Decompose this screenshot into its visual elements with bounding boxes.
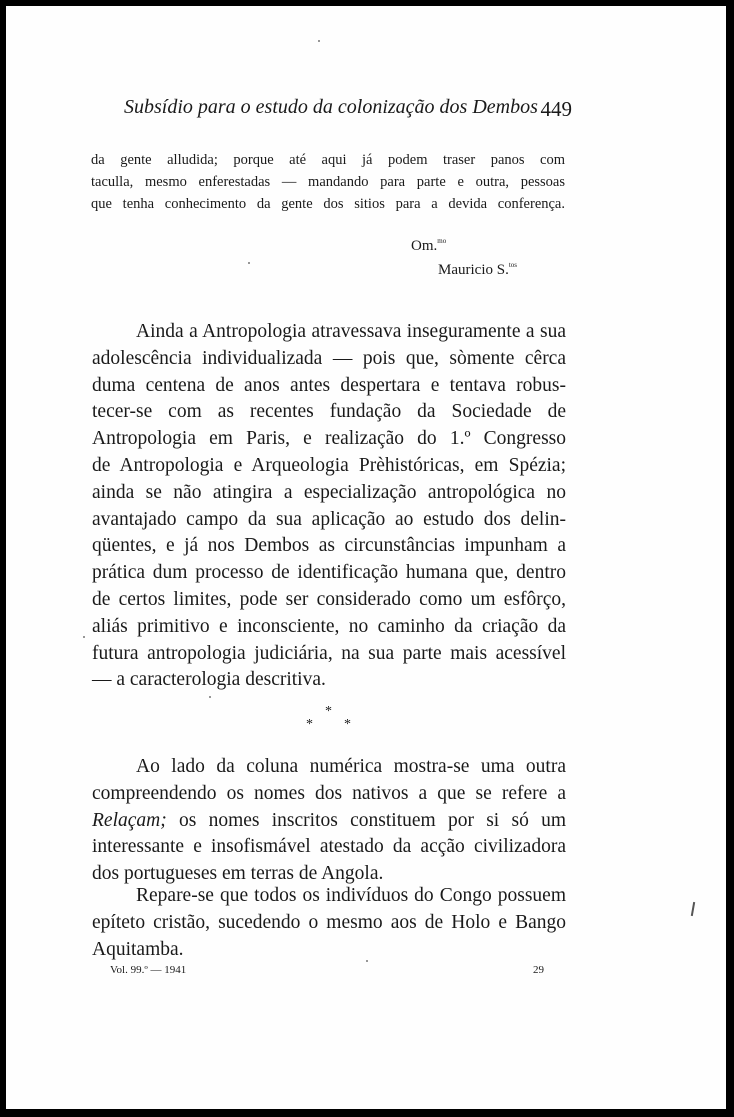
separator-star: * [306, 717, 313, 732]
scan-speck [248, 262, 250, 264]
paragraph-line: aliás primitivo e inconsciente, no caminho da criação da [92, 615, 566, 637]
footer-volume: Vol. 99.º — 1941 [110, 964, 187, 976]
document-page [6, 6, 726, 1109]
scan-speck [83, 636, 85, 638]
paragraph-line: duma centena de anos antes despertara e tentava robus- [92, 374, 566, 396]
paragraph-line: tecer-se com as recentes fundação da Sociedade de [92, 401, 566, 423]
scan-speck [318, 40, 320, 42]
paragraph-names [92, 754, 566, 888]
page-number: 449 [540, 97, 572, 121]
paragraph-congo [92, 883, 566, 963]
paragraph-anthropology [92, 319, 566, 694]
italic-term: Relaçam; [92, 809, 167, 831]
footer-signature-mark: 29 [533, 964, 544, 976]
paragraph-line: Ao lado da coluna numérica mostra-se uma outra [136, 756, 566, 777]
paragraph-line: interessante e insofismável atestado da acção civilizadora [92, 836, 566, 858]
letter-line: que tenha conhecimento da gente dos sitios para a devida conferença. [91, 196, 565, 212]
paragraph-line: Relaçam; os nomes inscritos constituem por si só um [92, 809, 566, 831]
paragraph-line: de Antropologia e Arqueologia Prèhistóricas, em Spézia; [92, 454, 566, 476]
letter-line: da gente alludida; porque até aqui já podem traser panos com [91, 152, 565, 168]
running-header [124, 96, 574, 119]
separator-star: * [325, 704, 332, 719]
scan-mark [691, 902, 695, 916]
paragraph-line: compreendendo os nomes dos nativos a que se refere a [92, 782, 566, 804]
separator-star: * [344, 717, 351, 732]
paragraph-line: prática dum processo de identificação humana que, dentro [92, 562, 566, 584]
paragraph-line: epíteto cristão, sucedendo o mesmo aos de Holo e Bango [92, 911, 566, 933]
paragraph-line: adolescência individualizada — pois que, sòmente cêrca [92, 347, 566, 369]
paragraph-line: — a caracterologia descritiva. [92, 669, 326, 691]
paragraph-line: qüentes, e já nos Dembos as circunstâncias impunham a [92, 535, 566, 557]
paragraph-line: futura antropologia judiciária, na sua parte mais acessível [92, 642, 566, 664]
paragraph-line: Antropologia em Paris, e realização do 1.º Congresso [92, 428, 566, 450]
letter-signature: Mauricio S.$^{tos}$ [438, 261, 517, 278]
paragraph-line: avantajado campo da sua aplicação ao estudo dos delin- [92, 508, 566, 530]
letter-closing: Om.$^{mo}$ [411, 237, 447, 254]
paragraph-line: de certos limites, pode ser considerado como um esfôrço, [92, 588, 566, 610]
letter-excerpt [91, 149, 565, 215]
paragraph-line: Aquitamba. [92, 938, 184, 960]
paragraph-line: ainda se não atingira a especialização antropológica no [92, 481, 566, 503]
header-title: Subsídio para o estudo da colonização dos Dembos [124, 96, 538, 118]
paragraph-line: dos portugueses em terras de Angola. [92, 863, 384, 885]
paragraph-line: Ainda a Antropologia atravessava inseguramente a sua [136, 321, 566, 342]
scan-speck [366, 960, 368, 962]
scan-speck [209, 696, 211, 698]
letter-line: taculla, mesmo enferestadas — mandando para parte e outra, pessoas [91, 174, 565, 190]
paragraph-line: Repare-se que todos os indivíduos do Congo possuem [136, 885, 566, 906]
